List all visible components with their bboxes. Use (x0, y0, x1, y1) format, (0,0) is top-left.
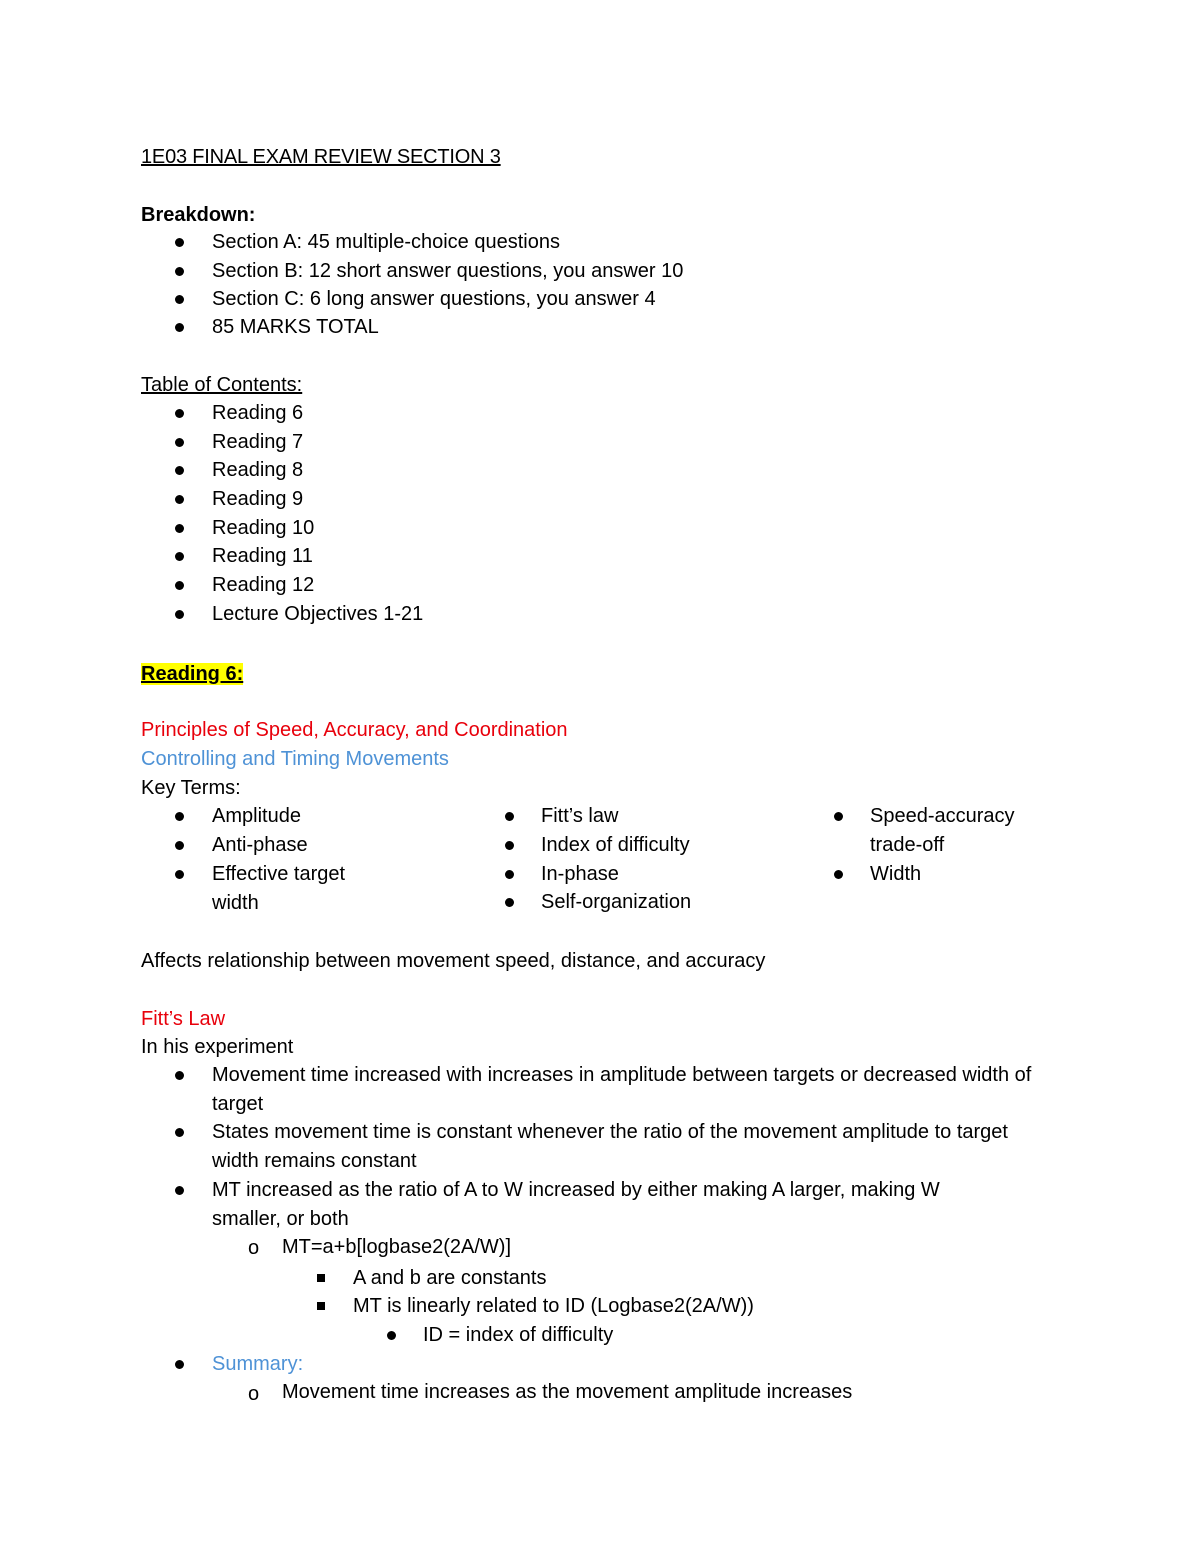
formula-note: MT is linearly related to ID (Logbase2(2A/W)) (353, 1295, 754, 1317)
toc-item: Reading 12 (212, 574, 315, 596)
square-bullet-icon (317, 1274, 325, 1282)
fitts-heading: Fitt’s Law (141, 1008, 226, 1030)
toc-item: Reading 7 (212, 431, 304, 453)
subsection-heading: Controlling and Timing Movements (141, 748, 449, 770)
bullet-icon (505, 898, 514, 907)
toc-item: Reading 11 (212, 545, 313, 567)
key-term: Amplitude (212, 805, 301, 827)
section-heading: Principles of Speed, Accuracy, and Coordination (141, 719, 568, 741)
toc-item: Reading 10 (212, 517, 315, 539)
bullet-icon (175, 238, 184, 247)
key-term: Speed-accuracy trade-off (870, 805, 1015, 856)
fitts-point: Movement time increased with increases in amplitude between targets or decreased width of target (212, 1064, 1032, 1115)
reading-heading-text: Reading 6: (141, 663, 244, 685)
circle-bullet-icon: o (248, 1383, 260, 1405)
bullet-icon (175, 1186, 184, 1195)
bullet-icon (175, 870, 184, 879)
bullet-icon (175, 841, 184, 850)
breakdown-item: 85 MARKS TOTAL (212, 316, 379, 338)
affects-text: Affects relationship between movement speed, distance, and accuracy (141, 950, 766, 972)
circle-bullet-icon: o (248, 1237, 260, 1259)
bullet-icon (505, 870, 514, 879)
bullet-icon (175, 409, 184, 418)
fitts-point: States movement time is constant whenever the ratio of the movement amplitude to target width remains constant (212, 1121, 1008, 1172)
formula-note: A and b are constants (353, 1267, 547, 1289)
breakdown-heading: Breakdown: (141, 204, 256, 226)
toc-item: Reading 6 (212, 402, 304, 424)
key-term: Index of difficulty (541, 834, 690, 856)
toc-heading: Table of Contents: (141, 374, 303, 396)
bullet-icon (175, 466, 184, 475)
key-term: Effective target width (212, 863, 346, 914)
fitts-point: MT increased as the ratio of A to W increased by either making A larger, making W smaller, or both (212, 1179, 940, 1230)
breakdown-item: Section B: 12 short answer questions, you answer 10 (212, 260, 684, 282)
bullet-icon (175, 438, 184, 447)
key-term: Self-organization (541, 891, 692, 913)
breakdown-item: Section C: 6 long answer questions, you answer 4 (212, 288, 656, 310)
bullet-icon (175, 524, 184, 533)
bullet-icon (175, 581, 184, 590)
square-bullet-icon (317, 1302, 325, 1310)
toc-item: Lecture Objectives 1-21 (212, 603, 424, 625)
bullet-icon (175, 295, 184, 304)
bullet-icon (505, 812, 514, 821)
formula: MT=a+b[logbase2(2A/W)] (282, 1236, 511, 1258)
bullet-icon (387, 1331, 396, 1340)
bullet-icon (834, 812, 843, 821)
key-term: Anti-phase (212, 834, 308, 856)
summary-point: Movement time increases as the movement amplitude increases (282, 1381, 853, 1403)
bullet-icon (175, 552, 184, 561)
key-term: Fitt’s law (541, 805, 619, 827)
breakdown-item: Section A: 45 multiple-choice questions (212, 231, 560, 253)
document-title: 1E03 FINAL EXAM REVIEW SECTION 3 (141, 146, 501, 168)
key-term: Width (870, 863, 922, 885)
bullet-icon (175, 267, 184, 276)
summary-label: Summary: (212, 1353, 304, 1375)
key-term: In-phase (541, 863, 619, 885)
bullet-icon (175, 1128, 184, 1137)
bullet-icon (175, 323, 184, 332)
id-definition: ID = index of difficulty (423, 1324, 614, 1346)
bullet-icon (175, 610, 184, 619)
bullet-icon (175, 495, 184, 504)
bullet-icon (834, 870, 843, 879)
bullet-icon (175, 1360, 184, 1369)
reading-heading (141, 660, 243, 688)
toc-item: Reading 8 (212, 459, 304, 481)
toc-item: Reading 9 (212, 488, 304, 510)
bullet-icon (175, 1071, 184, 1080)
key-terms-label: Key Terms: (141, 777, 241, 799)
experiment-label: In his experiment (141, 1036, 294, 1058)
bullet-icon (505, 841, 514, 850)
bullet-icon (175, 812, 184, 821)
